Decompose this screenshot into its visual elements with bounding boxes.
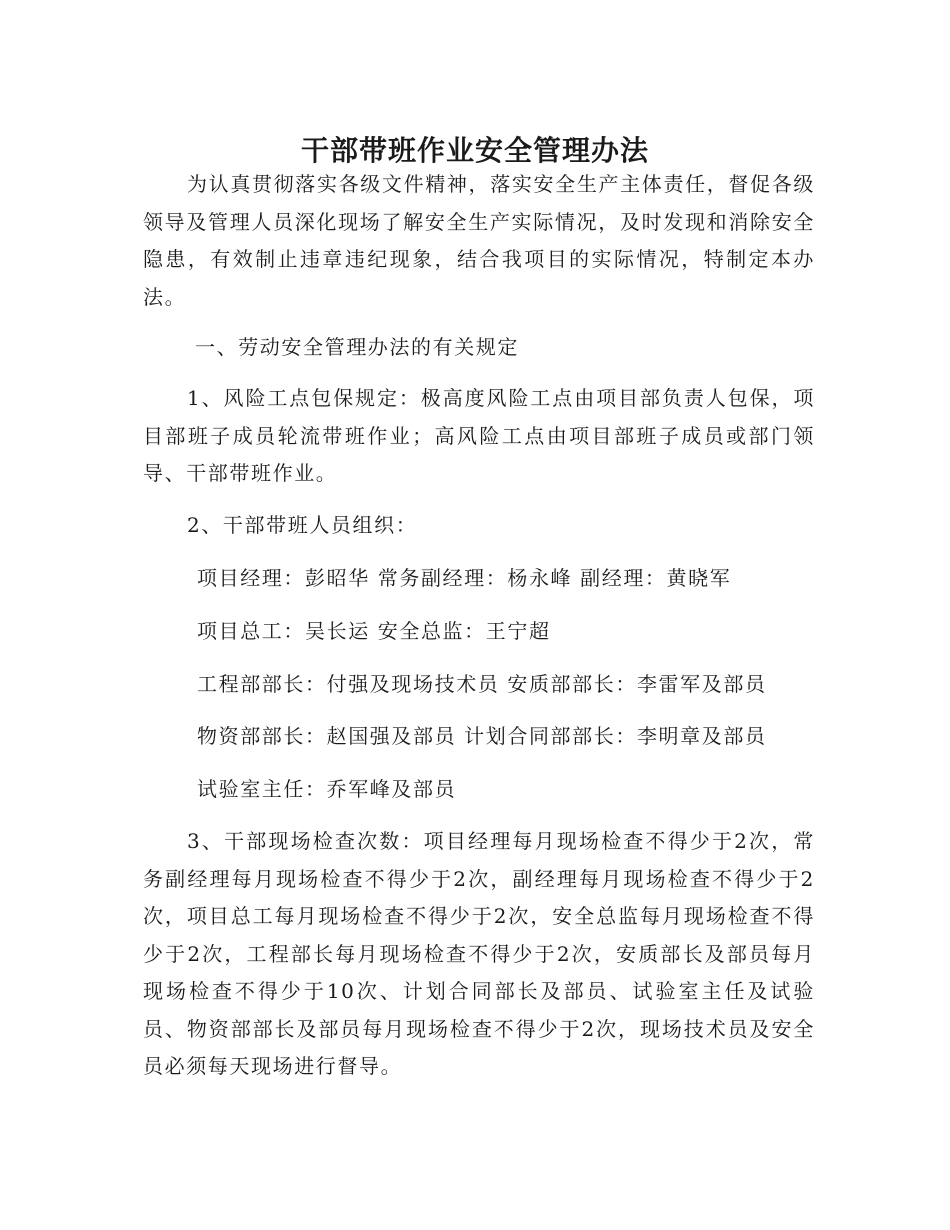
personnel-line: 工程部部长：付强及现场技术员 安质部部长：李雷军及部员 [197, 672, 767, 696]
intro-paragraph: 为认真贯彻落实各级文件精神，落实安全生产主体责任，督促各级领导及管理人员深化现场了解安全生产实际情况，及时发现和消除安全隐患，有效制止违章违纪现象，结合我项目的实际情况，特制定本办法。 [143, 172, 815, 309]
page-title: 干部带班作业安全管理办法 [300, 133, 649, 167]
rule-item-3: 3、干部现场检查次数：项目经理每月现场检查不得少于2次，常务副经理每月现场检查不得少于2次，副经理每月现场检查不得少于2次，项目总工每月现场检查不得少于2次，安全总监每月现场检查不得少于2次，工程部长每月现场检查不得少于2次，安质部长及部员每月现场检查不得少于10次、计划合同部长及部员、试验室主任及试验员、物资部部长及部员每月现场检查不得少于2次，现场技术员及安全员必须每天现场进行督导。 [143, 829, 815, 1078]
personnel-line: 试验室主任：乔军峰及部员 [197, 777, 457, 801]
personnel-line: 项目总工：吴长运 安全总监：王宁超 [197, 619, 551, 643]
personnel-line: 项目经理：彭昭华 常务副经理：杨永峰 副经理：黄晓军 [197, 566, 732, 590]
personnel-line: 物资部部长：赵国强及部员 计划合同部部长：李明章及部员 [197, 724, 767, 748]
rule-item-1: 1、风险工点包保规定：极高度风险工点由项目部负责人包保，项目部班子成员轮流带班作业；高风险工点由项目部班子成员或部门领导、干部带班作业。 [143, 386, 815, 485]
rule-item-2-heading: 2、干部带班人员组织： [187, 513, 418, 537]
section-heading: 一、劳动安全管理办法的有关规定 [195, 335, 519, 359]
